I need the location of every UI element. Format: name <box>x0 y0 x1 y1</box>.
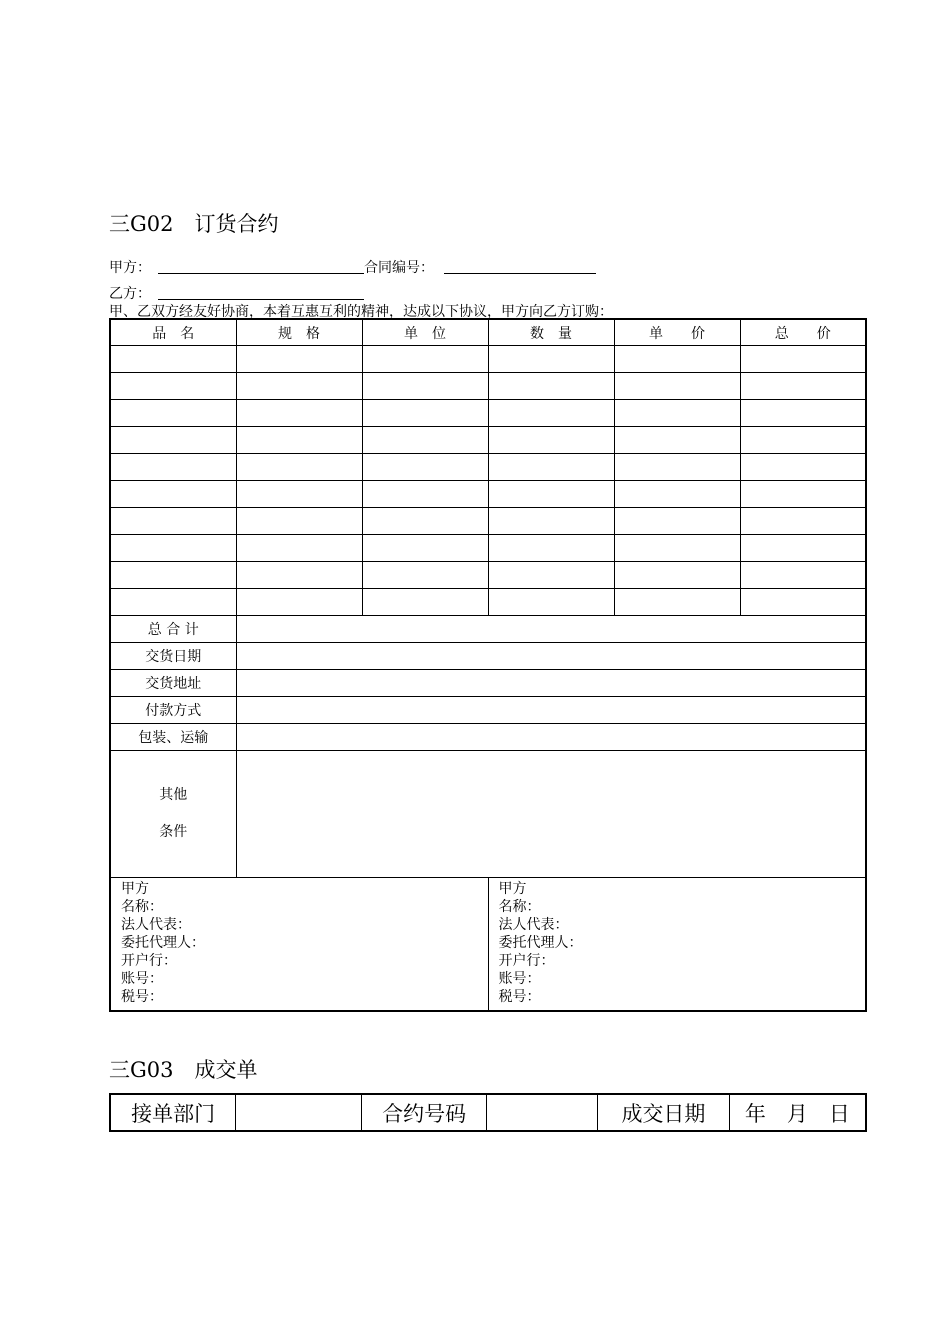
other-conditions-label <box>110 751 236 878</box>
grand-total-row <box>110 616 866 643</box>
table-cell[interactable] <box>488 535 614 562</box>
table-cell[interactable] <box>740 400 866 427</box>
party-b-legal-rep-field[interactable]: 法人代表： <box>498 917 569 933</box>
section-title-order-contract: 三G02 订货合约 <box>109 212 279 236</box>
table-cell[interactable] <box>488 454 614 481</box>
payment-method-label: 付款方式 <box>110 697 236 724</box>
header-total-price: 总 价 <box>740 319 866 346</box>
dept-label: 接单部门 <box>110 1094 236 1131</box>
delivery-date-row <box>110 643 866 670</box>
order-table <box>109 318 867 1012</box>
party-a-signature-block <box>110 878 488 1012</box>
table-row <box>110 373 866 400</box>
packaging-transport-value[interactable] <box>236 724 866 751</box>
intro-text: 甲、乙双方经友好协商，本着互惠互利的精神，达成以下协议，甲方向乙方订购： <box>109 304 613 320</box>
payment-method-value[interactable] <box>236 697 866 724</box>
delivery-date-label: 交货日期 <box>110 643 236 670</box>
table-cell[interactable] <box>110 562 236 589</box>
packaging-transport-row <box>110 724 866 751</box>
party-a-account-field[interactable]: 账号： <box>121 971 163 987</box>
header-unit: 单 位 <box>362 319 488 346</box>
table-cell[interactable] <box>740 346 866 373</box>
table-cell[interactable] <box>236 427 362 454</box>
party-a-legal-rep-field[interactable]: 法人代表： <box>121 917 191 933</box>
party-b-bank-field[interactable]: 开户行： <box>498 953 555 969</box>
table-cell[interactable] <box>362 562 488 589</box>
table-cell[interactable] <box>614 508 740 535</box>
header-spec: 规 格 <box>236 319 362 346</box>
party-b-signature-block <box>488 878 866 1012</box>
table-row <box>110 562 866 589</box>
table-cell[interactable] <box>740 589 866 616</box>
contract-number-value[interactable] <box>487 1094 598 1131</box>
table-cell[interactable] <box>740 454 866 481</box>
table-cell[interactable] <box>614 346 740 373</box>
table-cell[interactable] <box>362 400 488 427</box>
table-cell[interactable] <box>488 373 614 400</box>
contract-number-label: 合约号码 <box>361 1094 487 1131</box>
table-cell[interactable] <box>488 508 614 535</box>
table-cell[interactable] <box>236 508 362 535</box>
table-cell[interactable] <box>614 400 740 427</box>
table-cell[interactable] <box>740 373 866 400</box>
table-row <box>110 346 866 373</box>
contract-no-label: 合同编号： <box>364 260 434 276</box>
party-a-bank-field[interactable]: 开户行： <box>121 953 177 969</box>
table-cell[interactable] <box>362 427 488 454</box>
dept-value[interactable] <box>236 1094 362 1131</box>
table-cell[interactable] <box>110 454 236 481</box>
deal-table <box>109 1093 867 1132</box>
party-b-title: 甲方 <box>498 881 527 897</box>
table-cell[interactable] <box>110 373 236 400</box>
table-cell[interactable] <box>488 589 614 616</box>
party-b-name-field[interactable]: 名称： <box>498 899 541 915</box>
party-a-name-field[interactable]: 名称： <box>121 899 163 915</box>
header-product-name: 品 名 <box>110 319 236 346</box>
other-conditions-value[interactable] <box>236 751 866 878</box>
table-cell[interactable] <box>110 535 236 562</box>
table-row <box>110 508 866 535</box>
delivery-address-row <box>110 670 866 697</box>
table-cell[interactable] <box>614 589 740 616</box>
table-cell[interactable] <box>362 589 488 616</box>
table-cell[interactable] <box>110 589 236 616</box>
table-cell[interactable] <box>740 481 866 508</box>
delivery-date-value[interactable] <box>236 643 866 670</box>
signature-row <box>110 878 866 1012</box>
party-b-field[interactable] <box>158 299 364 300</box>
table-cell[interactable] <box>110 400 236 427</box>
table-cell[interactable] <box>362 508 488 535</box>
delivery-address-value[interactable] <box>236 670 866 697</box>
party-a-field[interactable] <box>158 273 364 274</box>
header-unit-price: 单 价 <box>614 319 740 346</box>
table-cell[interactable] <box>362 454 488 481</box>
party-a-agent-field[interactable]: 委托代理人： <box>121 935 205 951</box>
table-cell[interactable] <box>488 346 614 373</box>
contract-no-field[interactable] <box>444 273 596 274</box>
header-quantity: 数 量 <box>488 319 614 346</box>
table-cell[interactable] <box>614 427 740 454</box>
section-title-deal-sheet: 三G03 成交单 <box>109 1058 258 1082</box>
table-cell[interactable] <box>110 346 236 373</box>
table-cell[interactable] <box>110 508 236 535</box>
table-cell[interactable] <box>110 427 236 454</box>
table-cell[interactable] <box>236 589 362 616</box>
table-cell[interactable] <box>614 535 740 562</box>
table-cell[interactable] <box>740 508 866 535</box>
table-cell[interactable] <box>614 373 740 400</box>
table-header-row <box>110 319 866 346</box>
table-cell[interactable] <box>362 481 488 508</box>
other-label-line-2: 条件 <box>159 824 188 840</box>
table-cell[interactable] <box>740 535 866 562</box>
table-cell[interactable] <box>236 346 362 373</box>
party-b-agent-field[interactable]: 委托代理人： <box>498 935 583 951</box>
table-cell[interactable] <box>236 562 362 589</box>
table-cell[interactable] <box>740 427 866 454</box>
other-conditions-row <box>110 751 866 878</box>
table-cell[interactable] <box>488 562 614 589</box>
table-cell[interactable] <box>614 481 740 508</box>
table-cell[interactable] <box>614 454 740 481</box>
party-b-account-field[interactable]: 账号： <box>498 971 541 987</box>
table-cell[interactable] <box>236 535 362 562</box>
table-cell[interactable] <box>488 427 614 454</box>
packaging-transport-label: 包装、运输 <box>110 724 236 751</box>
grand-total-value[interactable] <box>236 616 866 643</box>
table-cell[interactable] <box>488 481 614 508</box>
table-row <box>110 535 866 562</box>
table-row <box>110 427 866 454</box>
table-cell[interactable] <box>362 535 488 562</box>
table-cell[interactable] <box>236 373 362 400</box>
table-cell[interactable] <box>110 481 236 508</box>
table-row <box>110 481 866 508</box>
table-cell[interactable] <box>236 454 362 481</box>
payment-method-row <box>110 697 866 724</box>
table-cell[interactable] <box>236 400 362 427</box>
party-a-title: 甲方 <box>121 881 149 897</box>
deal-date-label: 成交日期 <box>598 1094 730 1131</box>
party-a-tax-field[interactable]: 税号： <box>121 989 163 1005</box>
table-cell[interactable] <box>488 400 614 427</box>
table-cell[interactable] <box>740 562 866 589</box>
table-cell[interactable] <box>614 562 740 589</box>
party-b-tax-field[interactable]: 税号： <box>498 989 541 1005</box>
table-cell[interactable] <box>236 481 362 508</box>
table-cell[interactable] <box>362 346 488 373</box>
deal-date-value[interactable]: 年 月 日 <box>729 1094 866 1131</box>
table-row <box>110 589 866 616</box>
table-row <box>110 400 866 427</box>
delivery-address-label: 交货地址 <box>110 670 236 697</box>
other-label-line-1: 其他 <box>159 787 188 803</box>
party-a-label: 甲方： <box>109 260 151 276</box>
party-b-label: 乙方： <box>109 286 151 302</box>
table-row <box>110 454 866 481</box>
grand-total-label: 总 合 计 <box>110 616 236 643</box>
deal-row <box>110 1094 866 1131</box>
table-cell[interactable] <box>362 373 488 400</box>
